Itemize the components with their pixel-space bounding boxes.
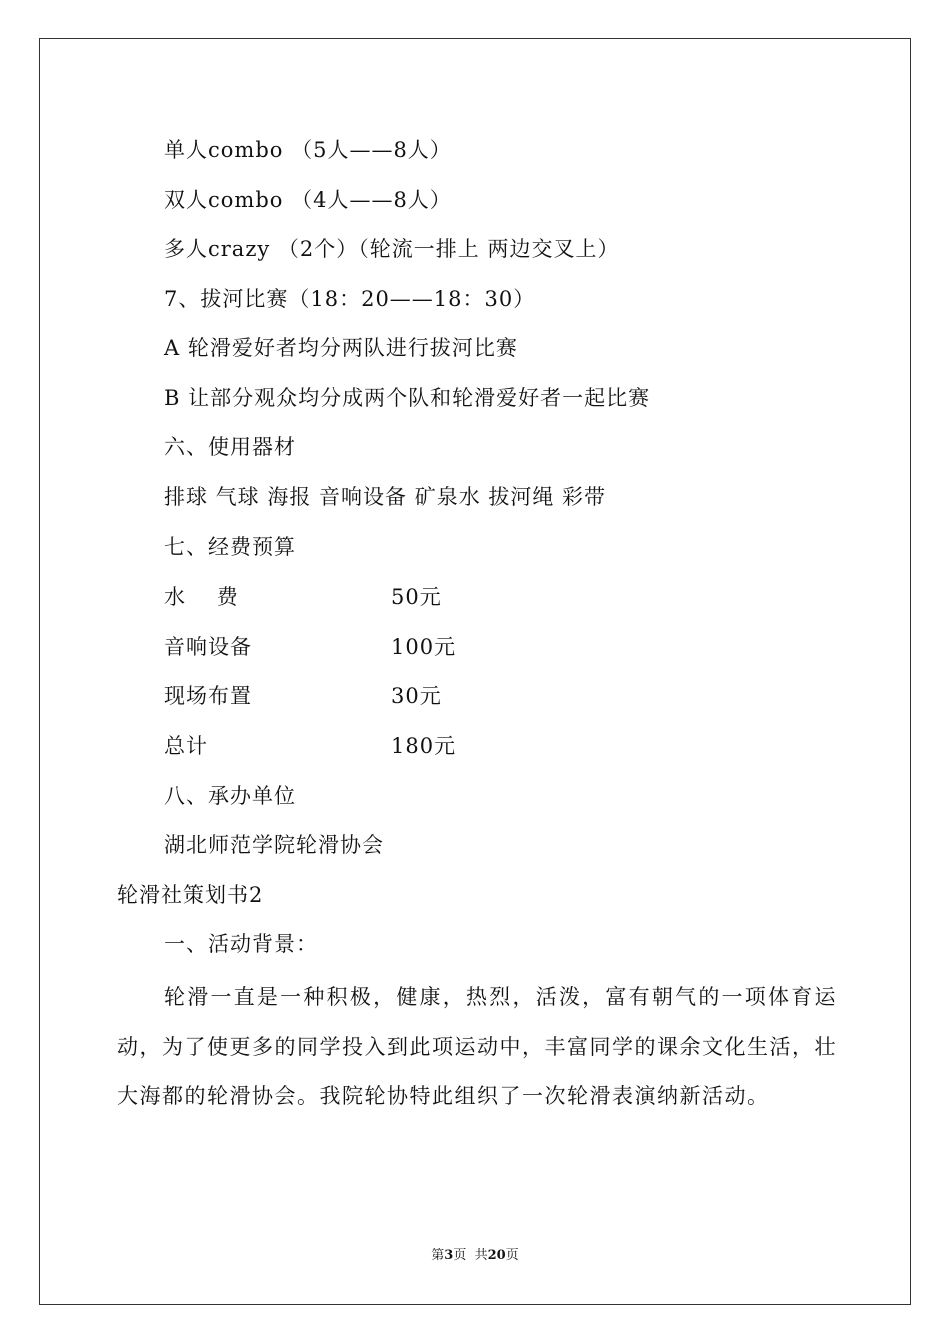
footer-prefix: 第 [431,1248,445,1263]
budget-item: 水 费 [164,585,239,609]
equipment-heading: 六、使用器材 [164,435,296,459]
footer-suffix: 页 [505,1248,519,1263]
organizer-name: 湖北师范学院轮滑协会 [164,833,384,857]
budget-amount: 50元 [391,585,442,609]
budget-amount: 100元 [391,635,457,659]
current-page-number: 3 [444,1248,454,1263]
page-footer [0,1247,950,1265]
equipment-list: 排球 气球 海报 音响设备 矿泉水 拔河绳 彩带 [164,485,607,509]
budget-item: 总计 [164,734,208,758]
footer-mid: 页 共 [453,1248,488,1263]
budget-amount: 30元 [391,684,442,708]
document-title: 轮滑社策划书2 [117,883,264,907]
multi-crazy-line: 多人crazy （2个）（轮流一排上 两边交叉上） [164,237,620,261]
tug-of-war-item-a: A 轮滑爱好者均分两队进行拔河比赛 [164,336,518,360]
budget-heading: 七、经费预算 [164,535,296,559]
background-paragraph: 轮滑一直是一种积极，健康，热烈，活泼，富有朝气的一项体育运动，为了使更多的同学投入到此项运动中，丰富同学的课余文化生活，壮大海都的轮滑协会。我院轮协特此组织了一次轮滑表演纳新活动。 [117,985,837,1108]
tug-of-war-heading: 7、拔河比赛（18：20——18：30） [164,287,536,311]
total-page-count: 20 [487,1248,506,1263]
single-combo-line: 单人combo （5人——8人） [164,138,452,162]
tug-of-war-item-b: B 让部分观众均分成两个队和轮滑爱好者一起比赛 [164,386,651,410]
budget-amount: 180元 [391,734,457,758]
background-heading: 一、活动背景： [164,932,318,956]
budget-item: 音响设备 [164,635,252,659]
organizer-heading: 八、承办单位 [164,784,296,808]
double-combo-line: 双人combo （4人——8人） [164,188,452,212]
budget-item: 现场布置 [164,684,252,708]
